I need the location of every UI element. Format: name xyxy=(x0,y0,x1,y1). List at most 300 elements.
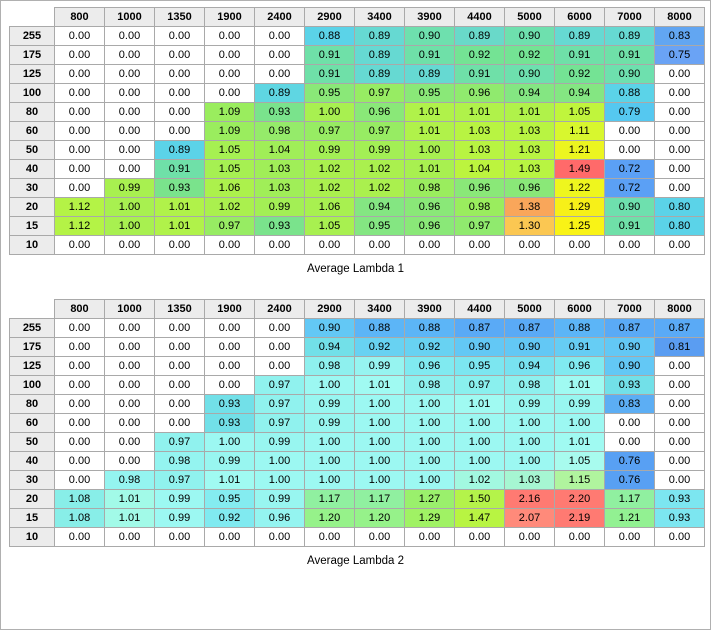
table-row xyxy=(10,395,705,414)
heatmap-cell: 1.00 xyxy=(305,452,355,471)
heatmap-cell: 1.03 xyxy=(505,141,555,160)
column-header: 1350 xyxy=(155,8,205,27)
heatmap-cell: 0.98 xyxy=(255,122,305,141)
heatmap-cell: 1.00 xyxy=(105,198,155,217)
table-row xyxy=(10,122,705,141)
column-header: 8000 xyxy=(655,300,705,319)
heatmap-cell: 0.81 xyxy=(655,338,705,357)
heatmap-cell: 0.00 xyxy=(155,357,205,376)
heatmap-cell: 0.00 xyxy=(555,236,605,255)
heatmap-cell: 0.00 xyxy=(155,395,205,414)
heatmap-cell: 0.72 xyxy=(605,160,655,179)
heatmap-cell: 0.00 xyxy=(155,46,205,65)
heatmap-cell: 0.90 xyxy=(605,338,655,357)
heatmap-cell: 2.20 xyxy=(555,490,605,509)
heatmap-cell: 1.02 xyxy=(305,160,355,179)
heatmap-cell: 0.00 xyxy=(655,471,705,490)
heatmap-cell: 0.00 xyxy=(655,376,705,395)
column-header: 4400 xyxy=(455,300,505,319)
heatmap-cell: 0.00 xyxy=(205,319,255,338)
heatmap-cell: 0.93 xyxy=(205,414,255,433)
heatmap-cell: 1.47 xyxy=(455,509,505,528)
heatmap-cell: 0.91 xyxy=(605,217,655,236)
heatmap-cell: 0.00 xyxy=(205,528,255,547)
heatmap-cell: 0.00 xyxy=(205,65,255,84)
table-row xyxy=(10,217,705,236)
heatmap-cell: 1.00 xyxy=(205,433,255,452)
heatmap-cell: 0.00 xyxy=(105,236,155,255)
heatmap-cell: 0.00 xyxy=(255,338,305,357)
heatmap-cell: 1.00 xyxy=(355,414,405,433)
heatmap-cell: 0.00 xyxy=(55,471,105,490)
column-header: 800 xyxy=(55,8,105,27)
heatmap-cell: 0.00 xyxy=(105,414,155,433)
heatmap-cell: 0.00 xyxy=(455,236,505,255)
heatmap-cell: 1.17 xyxy=(605,490,655,509)
row-header: 255 xyxy=(10,319,55,338)
heatmap-body-1 xyxy=(10,27,705,255)
heatmap-cell: 0.95 xyxy=(355,217,405,236)
heatmap-cell: 1.00 xyxy=(305,376,355,395)
row-header: 30 xyxy=(10,179,55,198)
heatmap-cell: 0.00 xyxy=(105,452,155,471)
table-row xyxy=(10,376,705,395)
heatmap-cell: 0.94 xyxy=(305,338,355,357)
heatmap-cell: 0.00 xyxy=(155,122,205,141)
heatmap-cell: 0.89 xyxy=(555,27,605,46)
heatmap-cell: 0.99 xyxy=(205,452,255,471)
heatmap-cell: 1.21 xyxy=(555,141,605,160)
heatmap-cell: 0.96 xyxy=(455,179,505,198)
heatmap-cell: 0.00 xyxy=(55,27,105,46)
heatmap-cell: 1.01 xyxy=(405,122,455,141)
heatmap-cell: 0.00 xyxy=(55,179,105,198)
heatmap-cell: 1.00 xyxy=(405,471,455,490)
heatmap-cell: 0.75 xyxy=(655,46,705,65)
heatmap-cell: 0.97 xyxy=(355,122,405,141)
heatmap-cell: 0.00 xyxy=(105,528,155,547)
heatmap-cell: 1.01 xyxy=(105,490,155,509)
heatmap-cell: 1.01 xyxy=(155,217,205,236)
table-row xyxy=(10,357,705,376)
heatmap-cell: 2.19 xyxy=(555,509,605,528)
heatmap-cell: 0.00 xyxy=(205,338,255,357)
row-header: 255 xyxy=(10,27,55,46)
heatmap-cell: 1.05 xyxy=(205,160,255,179)
heatmap-cell: 0.91 xyxy=(455,65,505,84)
heatmap-cell: 0.00 xyxy=(405,528,455,547)
heatmap-cell: 0.87 xyxy=(605,319,655,338)
table-row xyxy=(10,179,705,198)
heatmap-cell: 0.99 xyxy=(255,433,305,452)
heatmap-cell: 0.91 xyxy=(155,160,205,179)
heatmap-cell: 1.00 xyxy=(455,452,505,471)
table-row xyxy=(10,490,705,509)
column-header: 1900 xyxy=(205,300,255,319)
heatmap-cell: 0.97 xyxy=(455,376,505,395)
heatmap-cell: 1.00 xyxy=(305,103,355,122)
heatmap-cell: 1.00 xyxy=(455,433,505,452)
heatmap-cell: 1.00 xyxy=(405,141,455,160)
heatmap-cell: 0.00 xyxy=(155,65,205,84)
row-header: 60 xyxy=(10,122,55,141)
heatmap-cell: 1.00 xyxy=(105,217,155,236)
heatmap-cell: 1.08 xyxy=(55,509,105,528)
heatmap-cell: 0.00 xyxy=(655,236,705,255)
heatmap-cell: 0.83 xyxy=(655,27,705,46)
heatmap-cell: 0.87 xyxy=(455,319,505,338)
table-row xyxy=(10,236,705,255)
heatmap-cell: 0.99 xyxy=(555,395,605,414)
heatmap-cell: 0.00 xyxy=(55,528,105,547)
heatmap-cell: 0.90 xyxy=(455,338,505,357)
heatmap-header-1 xyxy=(10,8,705,27)
heatmap-cell: 1.01 xyxy=(105,509,155,528)
heatmap-cell: 0.00 xyxy=(505,528,555,547)
heatmap-cell: 1.17 xyxy=(305,490,355,509)
row-header: 80 xyxy=(10,395,55,414)
heatmap-cell: 0.00 xyxy=(55,122,105,141)
row-header: 15 xyxy=(10,509,55,528)
heatmap-cell: 1.00 xyxy=(355,433,405,452)
column-header: 4400 xyxy=(455,8,505,27)
heatmap-cell: 0.00 xyxy=(605,414,655,433)
heatmap-cell: 0.92 xyxy=(405,338,455,357)
row-header: 15 xyxy=(10,217,55,236)
heatmap-cell: 0.90 xyxy=(605,357,655,376)
heatmap-cell: 0.94 xyxy=(505,84,555,103)
row-header: 50 xyxy=(10,141,55,160)
column-header: 1000 xyxy=(105,8,155,27)
table-row xyxy=(10,65,705,84)
heatmap-cell: 0.00 xyxy=(105,46,155,65)
heatmap-cell: 0.00 xyxy=(55,414,105,433)
table-row xyxy=(10,141,705,160)
heatmap-cell: 0.99 xyxy=(505,395,555,414)
heatmap-cell: 0.00 xyxy=(155,27,205,46)
heatmap-cell: 0.80 xyxy=(655,217,705,236)
heatmap-cell: 0.00 xyxy=(655,357,705,376)
heatmap-cell: 1.01 xyxy=(405,160,455,179)
heatmap-cell: 1.04 xyxy=(455,160,505,179)
heatmap-cell: 0.97 xyxy=(155,471,205,490)
heatmap-cell: 0.00 xyxy=(255,528,305,547)
heatmap-cell: 0.00 xyxy=(655,452,705,471)
row-header: 30 xyxy=(10,471,55,490)
heatmap-cell: 0.99 xyxy=(305,141,355,160)
heatmap-cell: 1.02 xyxy=(355,179,405,198)
heatmap-cell: 1.00 xyxy=(505,452,555,471)
heatmap-cell: 0.00 xyxy=(105,338,155,357)
heatmap-cell: 0.00 xyxy=(255,27,305,46)
heatmap-cell: 0.00 xyxy=(155,236,205,255)
heatmap-cell: 0.00 xyxy=(105,319,155,338)
heatmap-cell: 1.01 xyxy=(505,103,555,122)
heatmap-cell: 0.99 xyxy=(305,395,355,414)
heatmap-cell: 0.95 xyxy=(305,84,355,103)
heatmap-cell: 1.01 xyxy=(405,103,455,122)
heatmap-cell: 0.89 xyxy=(355,65,405,84)
heatmap-cell: 0.97 xyxy=(355,84,405,103)
column-header: 2400 xyxy=(255,8,305,27)
heatmap-cell: 0.91 xyxy=(555,46,605,65)
heatmap-cell: 0.76 xyxy=(605,471,655,490)
column-header: 2900 xyxy=(305,8,355,27)
heatmap-cell: 0.96 xyxy=(355,103,405,122)
table-row xyxy=(10,338,705,357)
heatmap-cell: 0.00 xyxy=(105,141,155,160)
heatmap-cell: 0.93 xyxy=(255,103,305,122)
heatmap-cell: 1.00 xyxy=(355,471,405,490)
heatmap-cell: 0.00 xyxy=(655,395,705,414)
heatmap-cell: 1.03 xyxy=(255,179,305,198)
heatmap-corner xyxy=(10,300,55,319)
heatmap-cell: 0.83 xyxy=(605,395,655,414)
table-row xyxy=(10,509,705,528)
heatmap-cell: 0.90 xyxy=(505,338,555,357)
heatmap-cell: 0.00 xyxy=(55,160,105,179)
heatmap-cell: 0.00 xyxy=(105,357,155,376)
column-header: 6000 xyxy=(555,300,605,319)
heatmap-cell: 1.50 xyxy=(455,490,505,509)
heatmap-cell: 1.06 xyxy=(305,198,355,217)
heatmap-cell: 0.93 xyxy=(205,395,255,414)
column-header: 7000 xyxy=(605,300,655,319)
heatmap-cell: 0.00 xyxy=(155,338,205,357)
heatmap-cell: 0.96 xyxy=(405,198,455,217)
row-header: 100 xyxy=(10,376,55,395)
heatmap-cell: 1.05 xyxy=(305,217,355,236)
heatmap-cell: 0.00 xyxy=(605,141,655,160)
heatmap-cell: 0.00 xyxy=(55,65,105,84)
heatmap-cell: 0.91 xyxy=(305,65,355,84)
heatmap-cell: 0.72 xyxy=(605,179,655,198)
heatmap-cell: 1.01 xyxy=(155,198,205,217)
row-header: 175 xyxy=(10,338,55,357)
heatmap-cell: 1.00 xyxy=(405,395,455,414)
heatmap-cell: 1.01 xyxy=(355,376,405,395)
heatmap-cell: 0.98 xyxy=(455,198,505,217)
heatmap-cell: 1.02 xyxy=(355,160,405,179)
heatmap-cell: 0.00 xyxy=(205,376,255,395)
heatmap-corner xyxy=(10,8,55,27)
heatmap-cell: 0.96 xyxy=(405,217,455,236)
column-header: 8000 xyxy=(655,8,705,27)
heatmap-header-2 xyxy=(10,300,705,319)
table-row xyxy=(10,319,705,338)
heatmap-cell: 0.89 xyxy=(405,65,455,84)
heatmap-cell: 1.27 xyxy=(405,490,455,509)
heatmap-cell: 0.00 xyxy=(55,103,105,122)
heatmap-cell: 1.12 xyxy=(55,217,105,236)
heatmap-cell: 1.06 xyxy=(205,179,255,198)
table-row xyxy=(10,414,705,433)
heatmap-cell: 1.01 xyxy=(555,433,605,452)
heatmap-cell: 0.90 xyxy=(305,319,355,338)
column-header: 1900 xyxy=(205,8,255,27)
heatmap-cell: 0.00 xyxy=(355,236,405,255)
column-header: 2400 xyxy=(255,300,305,319)
heatmap-cell: 0.00 xyxy=(255,319,305,338)
heatmap-cell: 0.90 xyxy=(505,27,555,46)
heatmap-cell: 0.96 xyxy=(555,357,605,376)
heatmap-cell: 1.25 xyxy=(555,217,605,236)
row-header: 60 xyxy=(10,414,55,433)
heatmap-cell: 0.00 xyxy=(605,528,655,547)
heatmap-cell: 0.99 xyxy=(255,198,305,217)
section-spacer xyxy=(1,275,710,293)
heatmap-cell: 1.02 xyxy=(455,471,505,490)
heatmap-cell: 0.00 xyxy=(205,27,255,46)
heatmap-cell: 0.00 xyxy=(105,103,155,122)
heatmap-cell: 0.00 xyxy=(255,46,305,65)
heatmap-cell: 1.08 xyxy=(55,490,105,509)
heatmap-cell: 0.97 xyxy=(255,395,305,414)
heatmap-cell: 0.00 xyxy=(105,65,155,84)
heatmap-cell: 0.92 xyxy=(555,65,605,84)
heatmap-cell: 0.00 xyxy=(155,414,205,433)
heatmap-cell: 0.92 xyxy=(455,46,505,65)
heatmap-cell: 0.00 xyxy=(105,160,155,179)
heatmap-cell: 1.20 xyxy=(355,509,405,528)
column-header: 7000 xyxy=(605,8,655,27)
heatmap-cell: 1.02 xyxy=(305,179,355,198)
heatmap-cell: 0.98 xyxy=(155,452,205,471)
heatmap-cell: 1.22 xyxy=(555,179,605,198)
heatmap-cell: 1.29 xyxy=(555,198,605,217)
column-header: 5000 xyxy=(505,300,555,319)
heatmap-cell: 0.98 xyxy=(305,357,355,376)
heatmap-cell: 0.98 xyxy=(505,376,555,395)
heatmap-cell: 0.00 xyxy=(205,46,255,65)
heatmap-cell: 0.89 xyxy=(255,84,305,103)
heatmap-cell: 0.88 xyxy=(305,27,355,46)
heatmap-cell: 0.98 xyxy=(405,179,455,198)
heatmap-cell: 1.00 xyxy=(255,452,305,471)
heatmap-cell: 0.00 xyxy=(255,357,305,376)
heatmap-cell: 0.00 xyxy=(655,84,705,103)
heatmap-cell: 0.00 xyxy=(655,160,705,179)
heatmap-cell: 1.20 xyxy=(305,509,355,528)
heatmap-cell: 0.91 xyxy=(405,46,455,65)
heatmap-cell: 0.89 xyxy=(355,46,405,65)
heatmap-cell: 0.88 xyxy=(405,319,455,338)
heatmap-cell: 0.94 xyxy=(505,357,555,376)
heatmap-cell: 0.00 xyxy=(255,65,305,84)
row-header: 40 xyxy=(10,452,55,471)
row-header: 125 xyxy=(10,65,55,84)
heatmap-cell: 0.99 xyxy=(155,509,205,528)
heatmap-cell: 0.00 xyxy=(55,319,105,338)
heatmap-cell: 0.00 xyxy=(155,319,205,338)
heatmap-cell: 0.00 xyxy=(655,179,705,198)
heatmap-cell: 1.02 xyxy=(205,198,255,217)
heatmap-cell: 0.90 xyxy=(605,198,655,217)
heatmap-cell: 0.92 xyxy=(205,509,255,528)
heatmap-cell: 0.90 xyxy=(405,27,455,46)
heatmap-cell: 0.00 xyxy=(255,236,305,255)
heatmap-cell: 1.12 xyxy=(55,198,105,217)
heatmap-cell: 1.11 xyxy=(555,122,605,141)
heatmap-cell: 0.80 xyxy=(655,198,705,217)
heatmap-cell: 0.00 xyxy=(155,528,205,547)
header-row xyxy=(10,300,705,319)
heatmap-cell: 0.00 xyxy=(105,27,155,46)
row-header: 50 xyxy=(10,433,55,452)
heatmap-cell: 0.97 xyxy=(255,414,305,433)
heatmap-cell: 1.49 xyxy=(555,160,605,179)
heatmap-body-2 xyxy=(10,319,705,547)
heatmap-cell: 0.98 xyxy=(405,376,455,395)
column-header: 800 xyxy=(55,300,105,319)
heatmap-block-1 xyxy=(1,1,710,275)
column-header: 1350 xyxy=(155,300,205,319)
heatmap-cell: 0.00 xyxy=(605,122,655,141)
row-header: 20 xyxy=(10,198,55,217)
heatmap-cell: 1.05 xyxy=(555,452,605,471)
heatmap-cell: 0.97 xyxy=(305,122,355,141)
heatmap-table-2 xyxy=(9,299,705,547)
heatmap-cell: 0.93 xyxy=(155,179,205,198)
column-header: 6000 xyxy=(555,8,605,27)
heatmap-cell: 0.00 xyxy=(605,236,655,255)
heatmap-cell: 0.87 xyxy=(505,319,555,338)
heatmap-cell: 0.92 xyxy=(355,338,405,357)
heatmap-cell: 0.00 xyxy=(455,528,505,547)
heatmap-cell: 0.00 xyxy=(55,433,105,452)
heatmap-cell: 1.03 xyxy=(505,160,555,179)
heatmap-cell: 0.00 xyxy=(655,141,705,160)
row-header: 100 xyxy=(10,84,55,103)
heatmap-cell: 1.17 xyxy=(355,490,405,509)
heatmap-cell: 0.88 xyxy=(355,319,405,338)
table-row xyxy=(10,84,705,103)
heatmap-cell: 0.96 xyxy=(455,84,505,103)
heatmap-cell: 0.00 xyxy=(155,376,205,395)
heatmap-cell: 0.91 xyxy=(305,46,355,65)
column-header: 1000 xyxy=(105,300,155,319)
heatmap-cell: 0.00 xyxy=(655,103,705,122)
header-row xyxy=(10,8,705,27)
heatmap-cell: 0.00 xyxy=(205,84,255,103)
heatmap-cell: 0.00 xyxy=(505,236,555,255)
heatmap-cell: 1.05 xyxy=(555,103,605,122)
table-row xyxy=(10,528,705,547)
heatmap-cell: 0.79 xyxy=(605,103,655,122)
heatmap-cell: 0.99 xyxy=(305,414,355,433)
table-row xyxy=(10,452,705,471)
heatmap-cell: 1.03 xyxy=(455,122,505,141)
heatmap-cell: 0.99 xyxy=(255,490,305,509)
column-header: 3900 xyxy=(405,8,455,27)
heatmap-cell: 1.00 xyxy=(505,414,555,433)
row-header: 20 xyxy=(10,490,55,509)
table-row xyxy=(10,471,705,490)
table-row xyxy=(10,103,705,122)
heatmap-cell: 0.00 xyxy=(105,376,155,395)
heatmap-cell: 0.76 xyxy=(605,452,655,471)
heatmap-cell: 0.95 xyxy=(405,84,455,103)
column-header: 3400 xyxy=(355,300,405,319)
row-header: 125 xyxy=(10,357,55,376)
heatmap-cell: 1.00 xyxy=(405,433,455,452)
heatmap-cell: 1.29 xyxy=(405,509,455,528)
heatmap-cell: 1.00 xyxy=(255,471,305,490)
row-header: 40 xyxy=(10,160,55,179)
heatmap-cell: 1.21 xyxy=(605,509,655,528)
heatmap-cell: 1.00 xyxy=(555,414,605,433)
heatmap-cell: 0.88 xyxy=(555,319,605,338)
